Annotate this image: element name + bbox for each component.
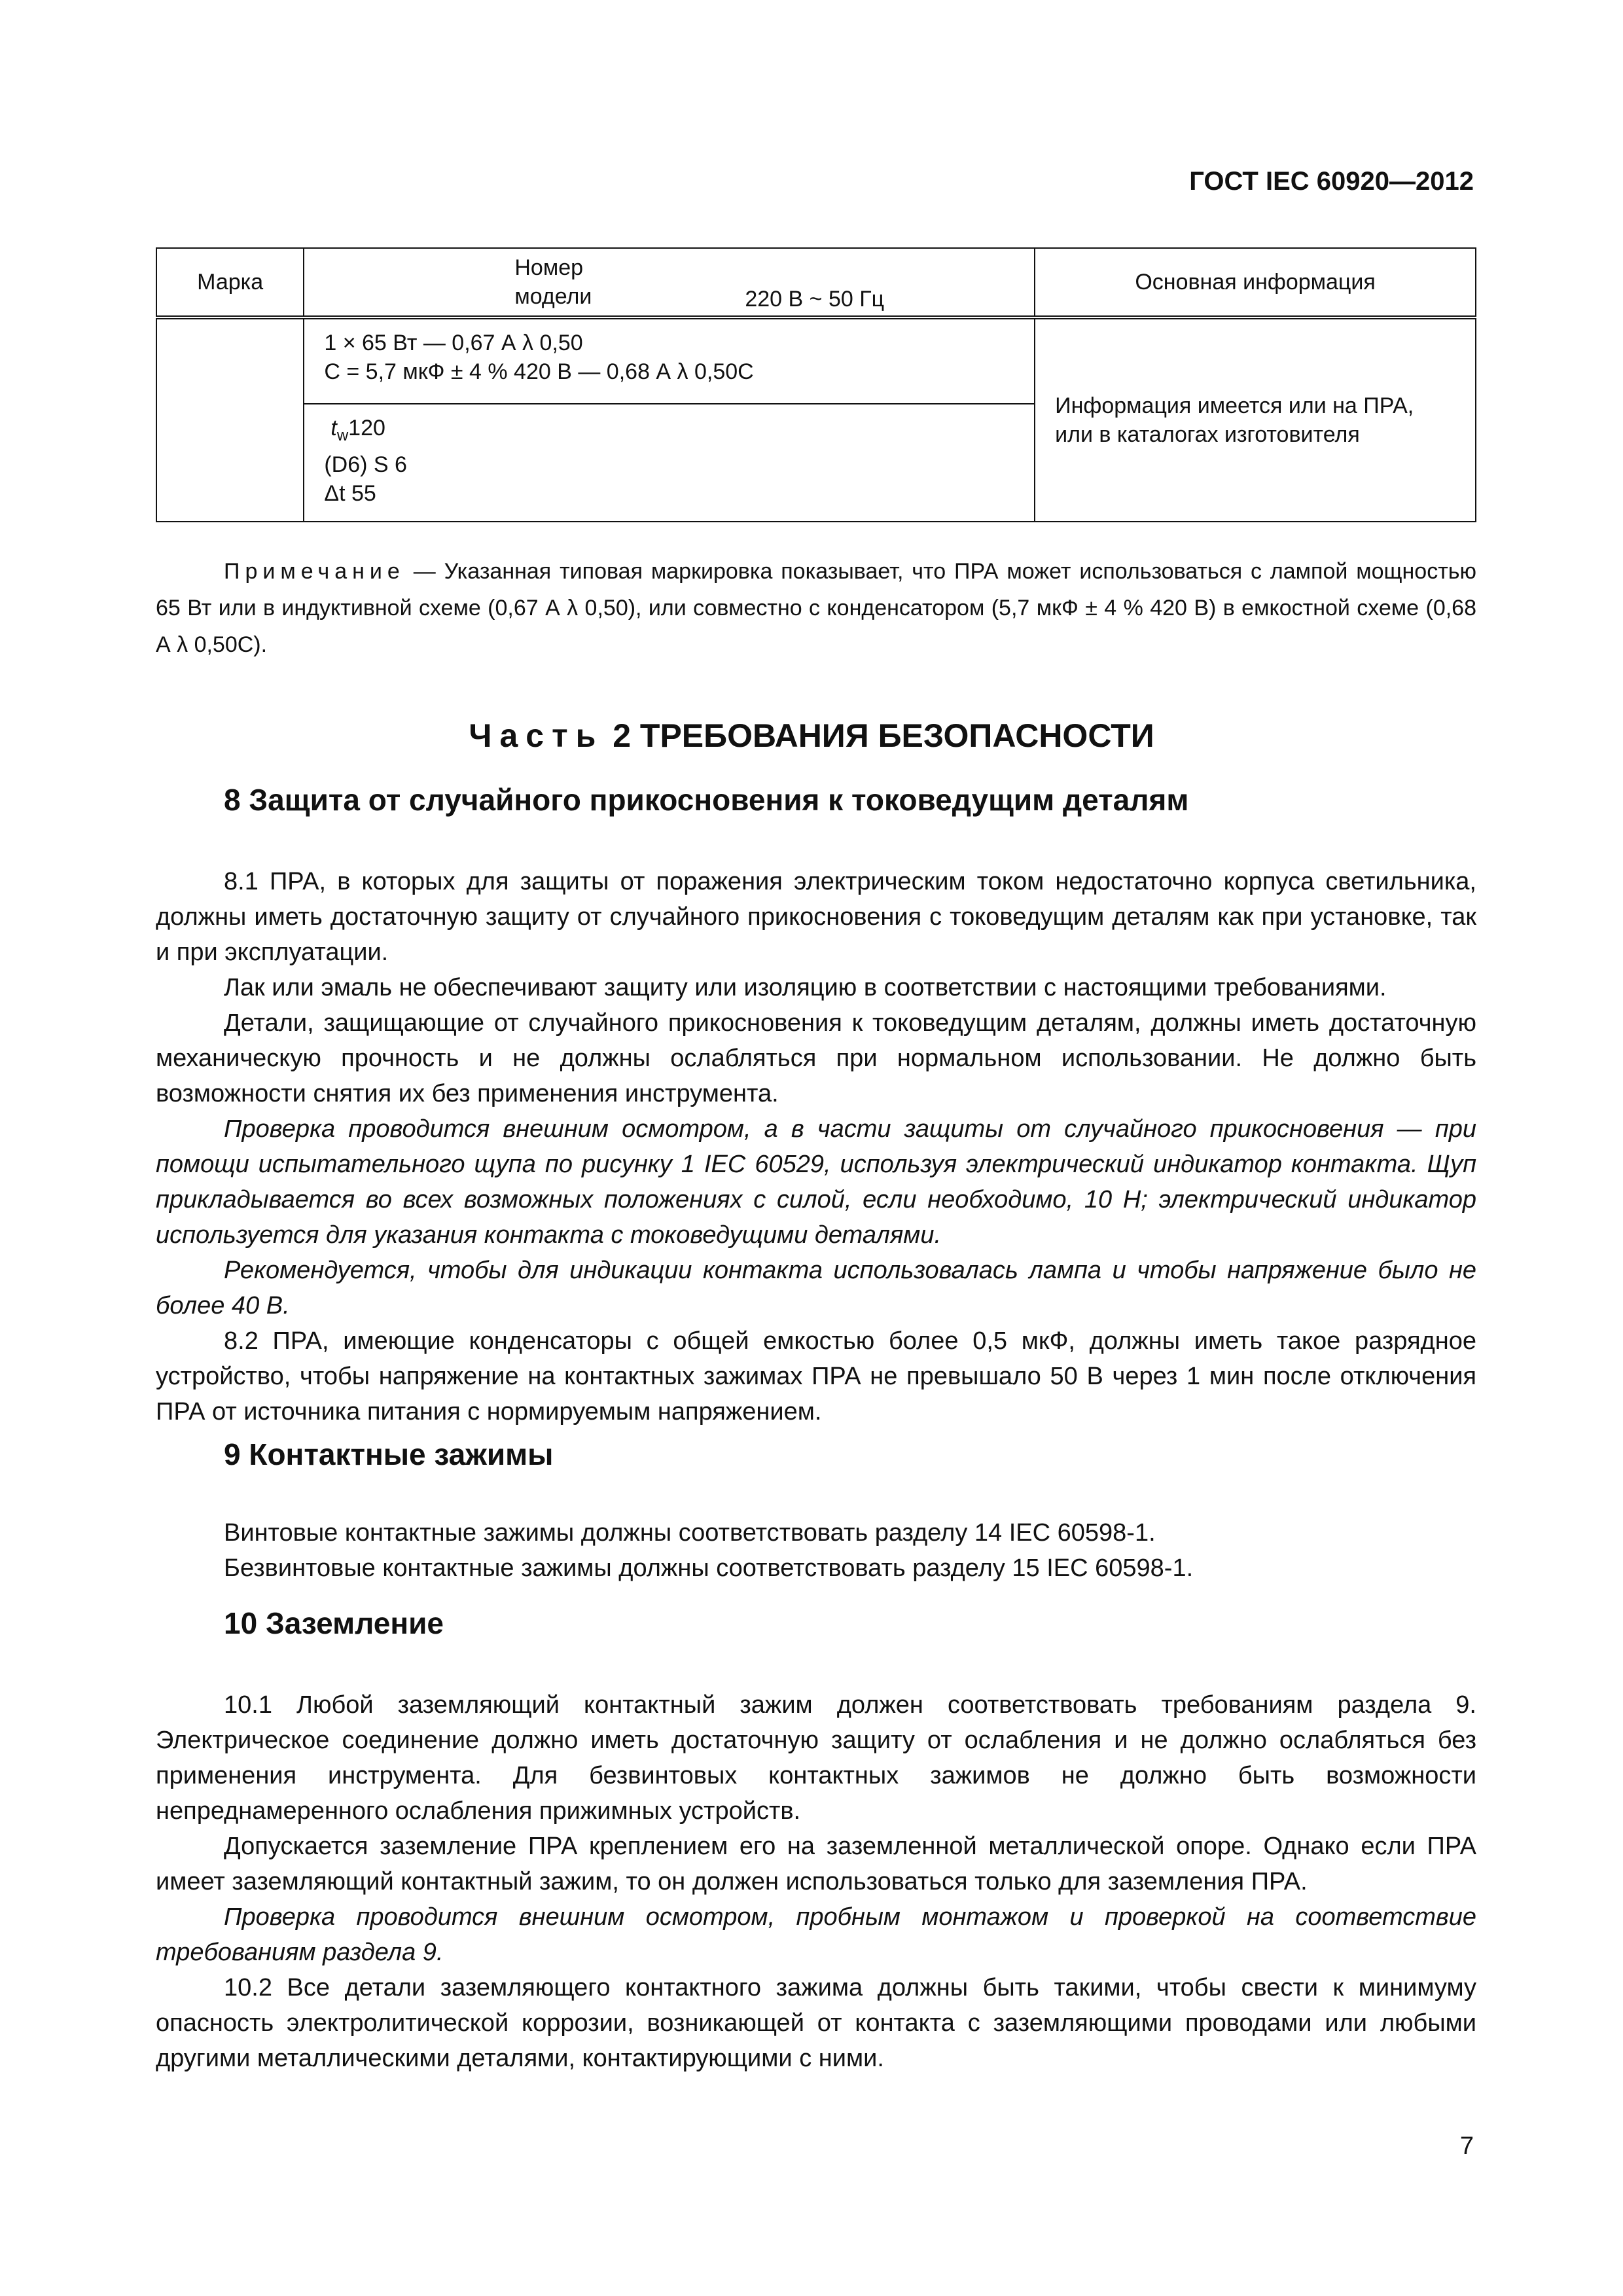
page-number: 7 <box>1459 2132 1474 2160</box>
paragraph-italic: Рекомендуется, чтобы для индикации контакта использовалась лампа и чтобы напряжение было не более 40 В. <box>156 1257 1476 1319</box>
header-model <box>304 248 1035 317</box>
info-line: или в каталогах изготовителя <box>1055 422 1360 447</box>
table-note <box>156 553 1476 663</box>
header-model-line2: модели <box>514 284 592 309</box>
paragraph: 8.2 ПРА, имеющие конденсаторы с общей емкостью более 0,5 мкФ, должны иметь такое разрядное устройство, чтобы напряжение на контактных зажимах ПРА не превышало 50 В через 1 мин после отключения ПРА от источника питания с нормируемым напряжением. <box>156 1327 1476 1426</box>
paragraph: Винтовые контактные зажимы должны соответствовать разделу 14 IEC 60598-1. <box>224 1519 1156 1547</box>
info-cell <box>1035 317 1476 522</box>
paragraph: Допускается заземление ПРА креплением его на заземленной металлической опоре. Однако если ПРА имеет заземляющий контактный зажим, то он должен использоваться только для заземления ПРА. <box>156 1833 1476 1895</box>
header-info: Основная информация <box>1035 248 1476 317</box>
part-label: Часть <box>469 717 604 754</box>
note-text: — Указанная типовая маркировка показывает, что ПРА может использоваться с лампой мощностью 65 Вт или в индуктивной схеме (0,67 А λ 0,50), или совместно с конденсатором (5,7 мкФ ± 4 % 420 В) в емкостной схеме (0,68 А λ 0,50C). <box>156 559 1476 657</box>
model-cell-2 <box>304 404 1035 522</box>
table-row <box>156 317 1476 404</box>
info-line: Информация имеется или на ПРА, <box>1055 393 1414 418</box>
section-8-heading: 8 Защита от случайного прикосновения к токоведущим деталям <box>224 783 1189 817</box>
table-header-row <box>156 248 1476 317</box>
paragraph: 10.1 Любой заземляющий контактный зажим должен соответствовать требованиям раздела 9. Электрическое соединение должно иметь достаточную защиту от ослабления и не должно ослабляться без применения инструмента. Для безвинтовых контактных зажимов не должно быть возможности непреднамеренного ослабления прижимных устройств. <box>156 1691 1476 1825</box>
paragraph: 10.2 Все детали заземляющего контактного зажима должны быть такими, чтобы свести к минимуму опасность электролитической коррозии, возникающей от контакта с заземляющими проводами или любыми другими металлическими деталями, контактирующими с ними. <box>156 1974 1476 2072</box>
paragraph-italic: Проверка проводится внешним осмотром, а в части защиты от случайного прикосновения — при помощи испытательного щупа по рисунку 1 IEC 60529, используя электрический индикатор контакта. Щуп прикладывается во всех возможных положениях с силой, если необходимо, 10 Н; электрический индикатор используется для указания контакта с токоведущими деталями. <box>156 1115 1476 1249</box>
model-line: C = 5,7 мкФ ± 4 % 420 В — 0,68 А λ 0,50C <box>324 359 754 384</box>
mark-cell <box>156 317 304 522</box>
model-line: Δt 55 <box>324 481 376 506</box>
paragraph: Лак или эмаль не обеспечивают защиту или изоляцию в соответствии с настоящими требованиями. <box>224 974 1387 1001</box>
section-9-heading: 9 Контактные зажимы <box>224 1437 554 1471</box>
section-9-body <box>156 1515 1476 1586</box>
section-10-heading: 10 Заземление <box>224 1606 444 1640</box>
model-cell-1 <box>304 317 1035 404</box>
paragraph: 8.1 ПРА, в которых для защиты от поражения электрическим током недостаточно корпуса светильника, должны иметь достаточную защиту от случайного прикосновения с токоведущим деталям как при установке, так и при эксплуатации. <box>156 868 1476 966</box>
document-code: ГОСТ IEC 60920—2012 <box>1189 167 1474 196</box>
paragraph-italic: Проверка проводится внешним осмотром, пробным монтажом и проверкой на соответствие требованиям раздела 9. <box>156 1903 1476 1966</box>
model-line: $t_w120$ <box>330 416 385 444</box>
section-10-body <box>156 1687 1476 2076</box>
header-mark: Марка <box>156 248 304 317</box>
header-model-line1: Номер <box>514 255 584 280</box>
model-line: (D6) S 6 <box>324 452 407 477</box>
note-label: Примечание <box>224 559 405 584</box>
model-line: 1 × 65 Вт — 0,67 А λ 0,50 <box>324 331 583 355</box>
header-model-rating: 220 В ~ 50 Гц <box>745 287 885 312</box>
part-title <box>0 717 1623 755</box>
paragraph: Детали, защищающие от случайного прикосновения к токоведущим деталям, должны иметь достаточную механическую прочность и не должны ослабляться при нормальном использовании. Не должно быть возможности снятия их без применения инструмента. <box>156 1009 1476 1107</box>
marking-table <box>156 247 1476 522</box>
paragraph: Безвинтовые контактные зажимы должны соответствовать разделу 15 IEC 60598-1. <box>224 1554 1194 1582</box>
section-8-body <box>156 864 1476 1429</box>
part-heading: 2 ТРЕБОВАНИЯ БЕЗОПАСНОСТИ <box>603 717 1154 754</box>
